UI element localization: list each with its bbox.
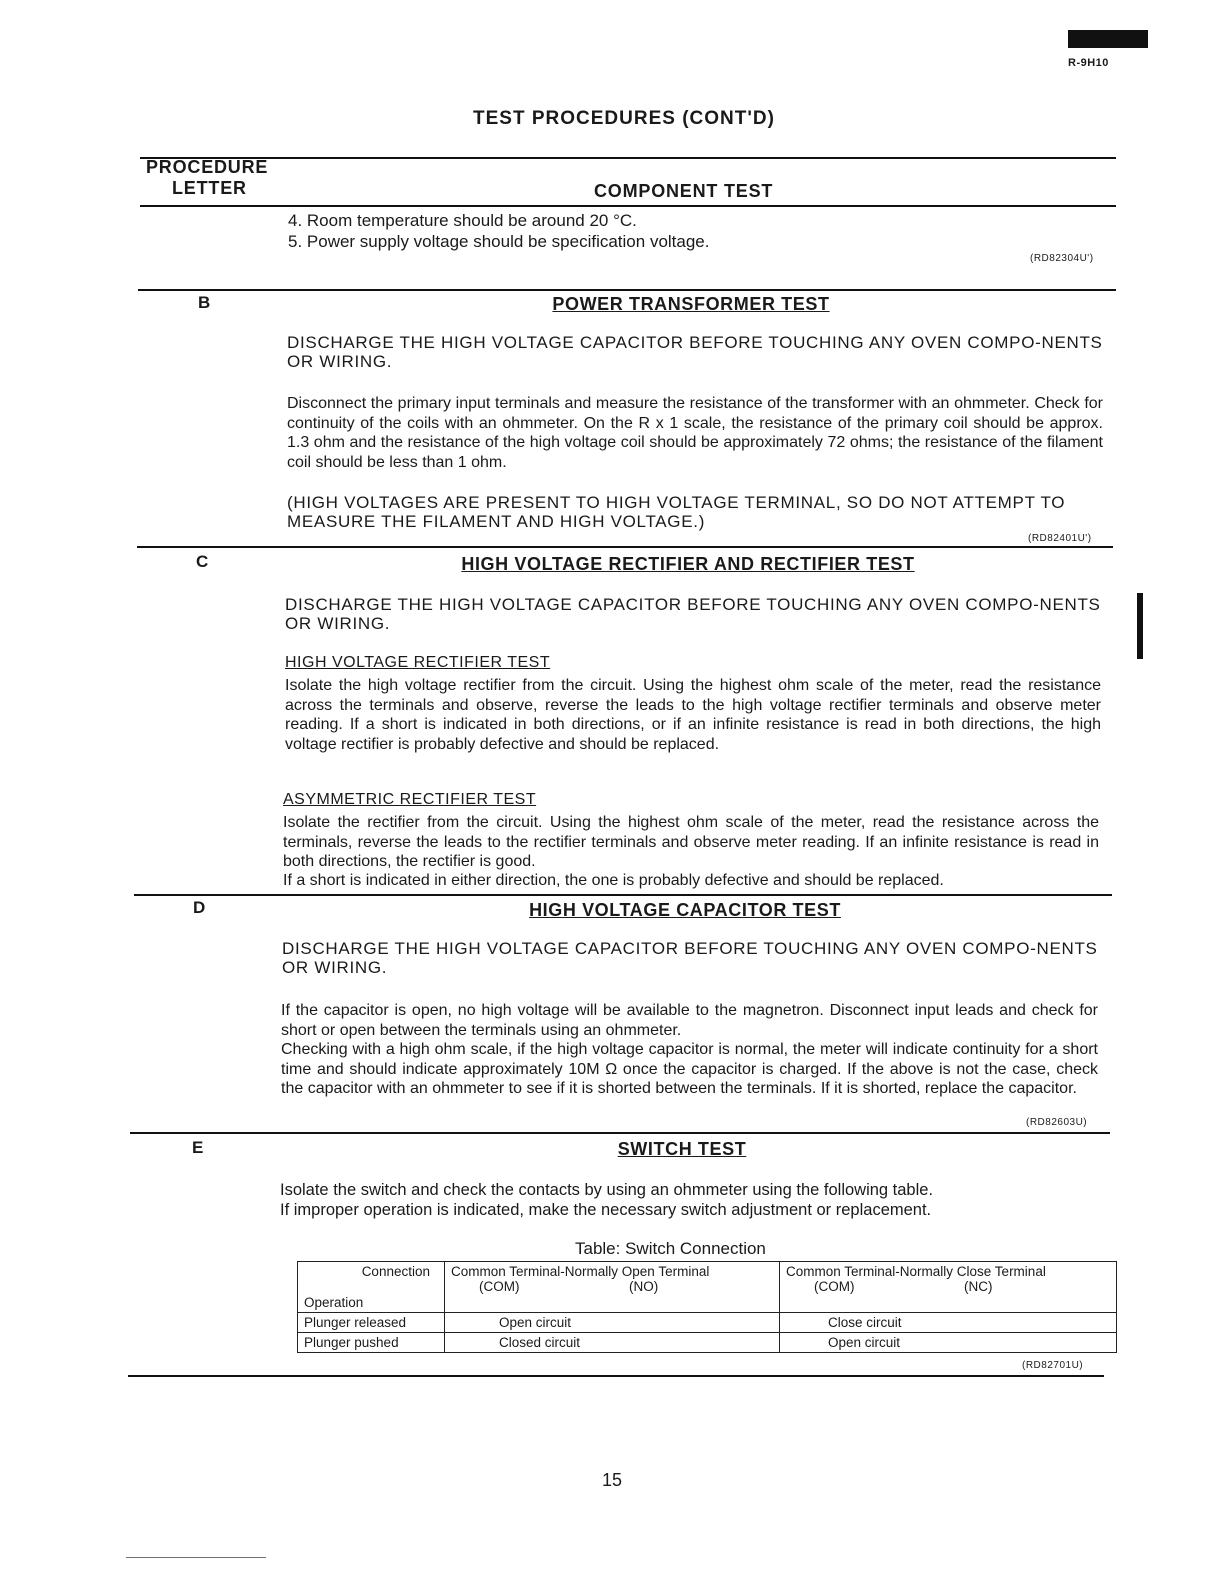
row-2-operation: Plunger pushed [298,1333,445,1353]
corner-connection: Connection [361,1264,430,1279]
section-d-body-2: Checking with a high ohm scale, if the high voltage capacitor is normal, the meter will indicate continuity for a short time and should indicate approximately 10M Ω once the capacitor is charged. If the above is not the case, check the capacitor with an ohmmeter to see if it is shorted between the terminals. If it is shorted, replace the capacitor. [281,1041,1098,1097]
procedure-header-line1: PROCEDURE [146,157,269,177]
section-d-body-1: If the capacitor is open, no high voltage will be available to the magnetron. Disconnect input leads and check for short or open between the terminals using an ohmmeter. [281,1002,1098,1039]
section-e-body-1: Isolate the switch and check the contacts by using an ohmmeter using the following table. [280,1181,934,1199]
component-test-header: COMPONENT TEST [594,181,774,201]
page-number: 15 [601,1470,623,1490]
col-no-no: (NO) [629,1279,659,1294]
section-c-letter: C [196,552,209,571]
section-b-title: POWER TRANSFORMER TEST [552,294,830,314]
page-title: TEST PROCEDURES (CONT'D) [473,108,775,129]
row-1-operation: Plunger released [298,1313,445,1333]
section-c-subtitle-2: ASYMMETRIC RECTIFIER TEST [283,791,537,808]
section-c-subtitle-1: HIGH VOLTAGE RECTIFIER TEST [285,654,551,671]
section-d-warning: DISCHARGE THE HIGH VOLTAGE CAPACITOR BEFORE TOUCHING ANY OVEN COMPO-NENTS OR WIRING. [282,939,1098,977]
change-bar [1137,593,1143,659]
section-d-title: HIGH VOLTAGE CAPACITOR TEST [529,900,841,920]
section-b-warning: DISCHARGE THE HIGH VOLTAGE CAPACITOR BEFORE TOUCHING ANY OVEN COMPO-NENTS OR WIRING. [287,333,1103,371]
col-no-header [445,1262,780,1313]
footer-line [126,1557,266,1558]
row-1-nc: Close circuit [780,1313,1117,1333]
bottom-rule [128,1375,1104,1377]
model-number: R-9H10 [1068,57,1109,69]
section-e-letter: E [192,1138,204,1157]
section-e-body-2: If improper operation is indicated, make the necessary switch adjustment or replacement. [280,1201,932,1219]
section-b-code: (RD82401U') [1028,533,1092,544]
intro-item-4: 4. Room temperature should be around 20 °C. [288,211,637,230]
section-c-warning: DISCHARGE THE HIGH VOLTAGE CAPACITOR BEFORE TOUCHING ANY OVEN COMPO-NENTS OR WIRING. [285,595,1101,633]
table-row [298,1333,1117,1353]
col-no-title: Common Terminal-Normally Open Terminal [451,1264,710,1279]
switch-table [297,1261,1117,1353]
col-nc-title: Common Terminal-Normally Close Terminal [786,1264,1046,1279]
row-2-nc: Open circuit [780,1333,1117,1353]
table-caption: Table: Switch Connection [575,1239,766,1258]
section-b-letter: B [198,293,211,312]
table-corner-cell [298,1262,445,1313]
section-b-caution: (HIGH VOLTAGES ARE PRESENT TO HIGH VOLTAGE TERMINAL, SO DO NOT ATTEMPT TO MEASURE THE FILAMENT AND HIGH VOLTAGE.) [287,493,1066,531]
section-c-body-2: Isolate the rectifier from the circuit. Using the highest ohm scale of the meter, read the resistance across the terminals, reverse the leads to the rectifier terminals and observe meter reading. If an infinite resistance is read in both directions, the rectifier is good. [283,814,1099,870]
rule-d [134,894,1112,896]
intro-code: (RD82304U') [1030,253,1094,264]
intro-item-5: 5. Power supply voltage should be specification voltage. [288,232,710,251]
section-e-code: (RD82701U) [1022,1360,1084,1371]
header-rule [140,205,1116,207]
table-row [298,1313,1117,1333]
row-1-no: Open circuit [445,1313,780,1333]
rule-c [137,546,1113,548]
col-no-com: (COM) [479,1279,520,1294]
section-e-title: SWITCH TEST [617,1139,747,1159]
col-nc-com: (COM) [814,1279,855,1294]
section-d-code: (RD82603U) [1026,1117,1088,1128]
rule-b [138,289,1116,291]
rule-e [130,1132,1110,1134]
table-header-row [298,1262,1117,1313]
procedure-header-line2: LETTER [172,178,247,198]
header-black-bar [1068,30,1148,48]
procedure-header [146,157,268,199]
row-2-no: Closed circuit [445,1333,780,1353]
col-nc-header [780,1262,1117,1313]
corner-operation: Operation [304,1295,364,1310]
section-c-body-1: Isolate the high voltage rectifier from the circuit. Using the highest ohm scale of the meter, read the resistance across the terminals and observe, reverse the leads to the high voltage rectifier terminals and observe meter reading. If a short is indicated in both directions, or if an infinite resistance is read in both directions, the high voltage rectifier is probably defective and should be replaced. [285,677,1101,753]
section-c-title: HIGH VOLTAGE RECTIFIER AND RECTIFIER TEST [461,554,915,574]
col-nc-nc: (NC) [964,1279,993,1294]
section-c-body-3: If a short is indicated in either direction, the one is probably defective and should be replaced. [283,872,944,889]
section-d-letter: D [193,898,206,917]
top-rule [140,157,1116,159]
section-b-body: Disconnect the primary input terminals and measure the resistance of the transformer with an ohmmeter. Check for continuity of the coils with an ohmmeter. On the R x 1 scale, the resistance of the primary coil should be approx. 1.3 ohm and the resistance of the high voltage coil should be approximately 72 ohms; the resistance of the filament coil should be less than 1 ohm. [287,395,1103,471]
